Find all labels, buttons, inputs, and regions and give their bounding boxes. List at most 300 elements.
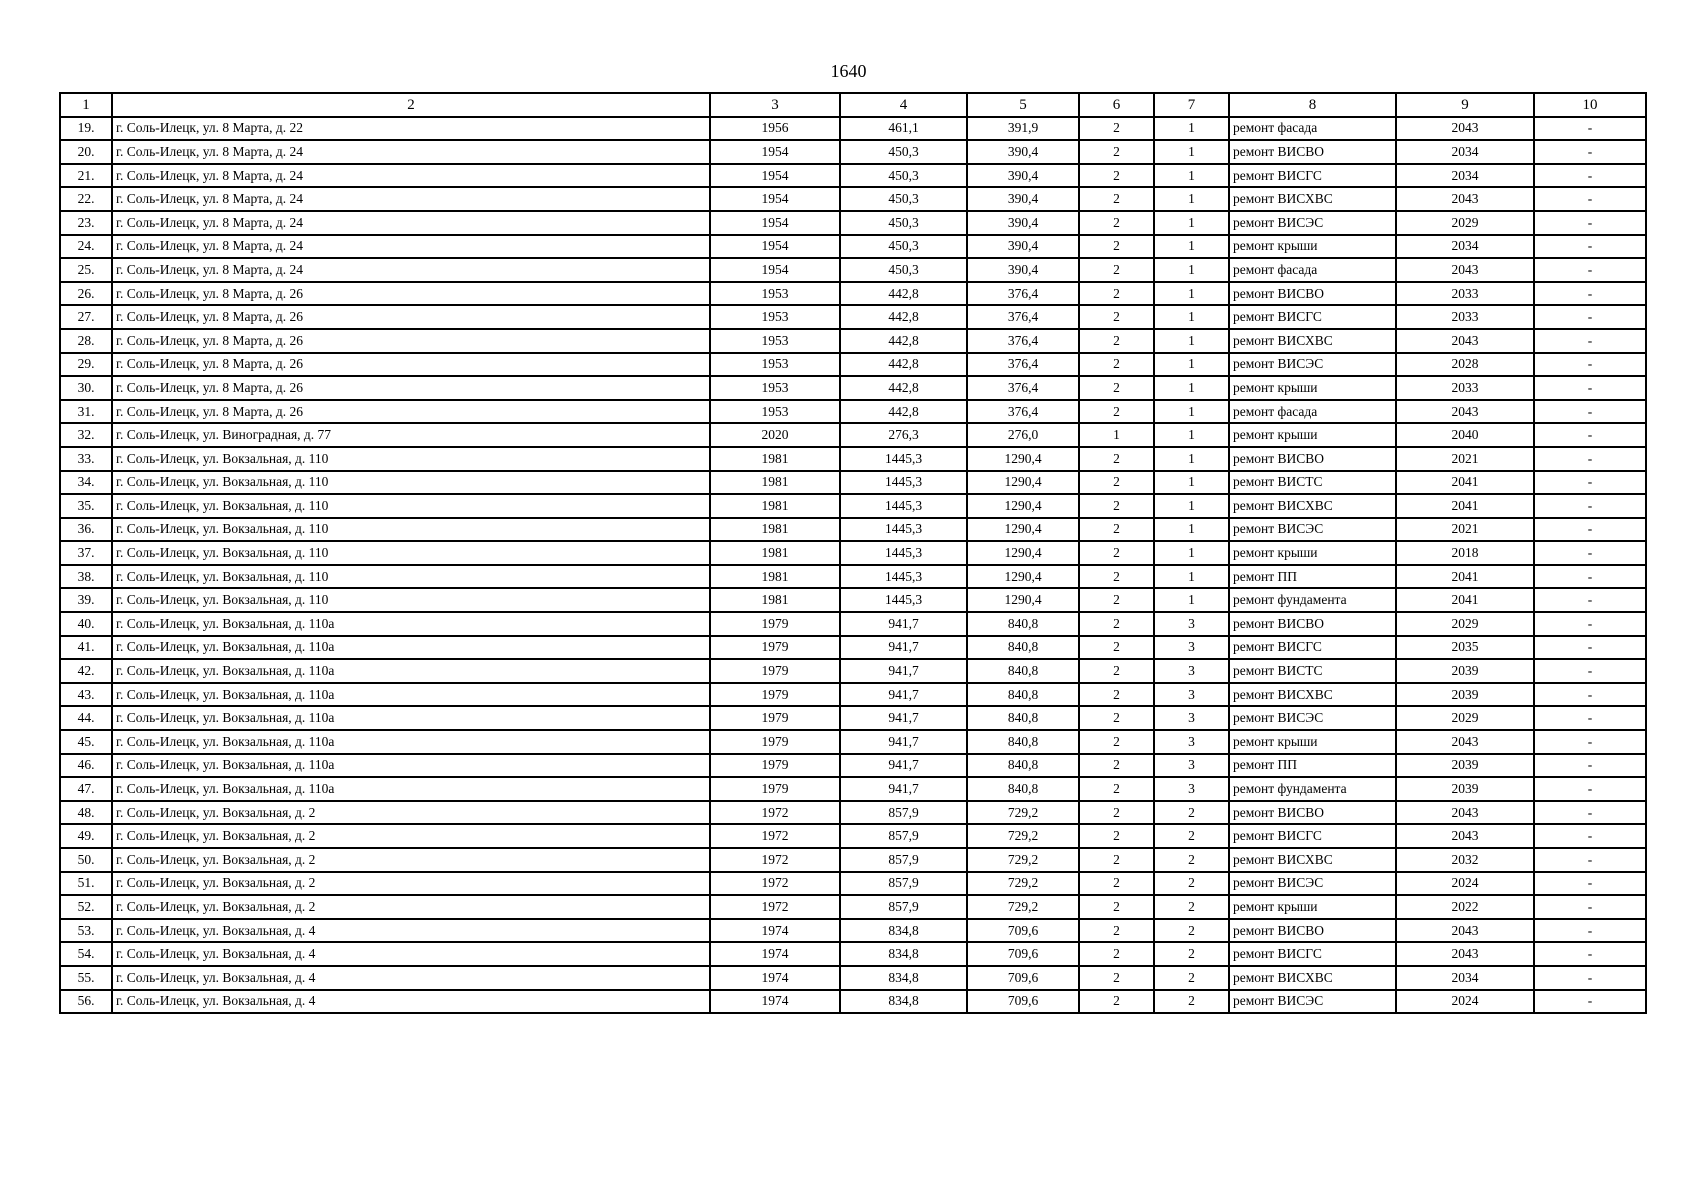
cell-work-type: ремонт ВИСЭС [1229, 353, 1396, 377]
cell-plan-year: 2039 [1396, 683, 1534, 707]
cell-living-area: 1290,4 [967, 494, 1079, 518]
cell-floors: 2 [1079, 376, 1154, 400]
cell-row-number: 54. [60, 942, 112, 966]
cell-entrances: 1 [1154, 117, 1229, 141]
cell-build-year: 1953 [710, 305, 840, 329]
cell-plan-year: 2033 [1396, 376, 1534, 400]
cell-plan-year: 2034 [1396, 164, 1534, 188]
table-row [60, 494, 1646, 518]
cell-build-year: 1972 [710, 872, 840, 896]
cell-row-number: 36. [60, 518, 112, 542]
cell-note: - [1534, 187, 1646, 211]
cell-row-number: 35. [60, 494, 112, 518]
cell-total-area: 442,8 [840, 400, 967, 424]
cell-work-type: ремонт ВИСГС [1229, 636, 1396, 660]
cell-living-area: 729,2 [967, 872, 1079, 896]
cell-build-year: 1981 [710, 494, 840, 518]
cell-entrances: 3 [1154, 683, 1229, 707]
cell-work-type: ремонт ВИСЭС [1229, 990, 1396, 1014]
cell-plan-year: 2032 [1396, 848, 1534, 872]
cell-entrances: 1 [1154, 329, 1229, 353]
cell-plan-year: 2033 [1396, 305, 1534, 329]
cell-total-area: 941,7 [840, 777, 967, 801]
cell-note: - [1534, 848, 1646, 872]
cell-entrances: 3 [1154, 659, 1229, 683]
cell-note: - [1534, 447, 1646, 471]
cell-address: г. Соль-Илецк, ул. 8 Марта, д. 26 [112, 400, 710, 424]
cell-living-area: 1290,4 [967, 588, 1079, 612]
table-row [60, 164, 1646, 188]
cell-row-number: 31. [60, 400, 112, 424]
cell-note: - [1534, 636, 1646, 660]
cell-address: г. Соль-Илецк, ул. 8 Марта, д. 24 [112, 211, 710, 235]
cell-floors: 2 [1079, 211, 1154, 235]
cell-living-area: 709,6 [967, 919, 1079, 943]
cell-living-area: 390,4 [967, 164, 1079, 188]
cell-plan-year: 2043 [1396, 329, 1534, 353]
cell-plan-year: 2039 [1396, 777, 1534, 801]
cell-address: г. Соль-Илецк, ул. 8 Марта, д. 26 [112, 282, 710, 306]
cell-address: г. Соль-Илецк, ул. 8 Марта, д. 24 [112, 140, 710, 164]
cell-entrances: 1 [1154, 471, 1229, 495]
cell-work-type: ремонт крыши [1229, 423, 1396, 447]
cell-note: - [1534, 919, 1646, 943]
cell-build-year: 1954 [710, 140, 840, 164]
cell-total-area: 1445,3 [840, 447, 967, 471]
cell-entrances: 1 [1154, 376, 1229, 400]
cell-total-area: 941,7 [840, 683, 967, 707]
cell-row-number: 45. [60, 730, 112, 754]
cell-row-number: 32. [60, 423, 112, 447]
cell-total-area: 450,3 [840, 258, 967, 282]
cell-living-area: 276,0 [967, 423, 1079, 447]
cell-plan-year: 2021 [1396, 447, 1534, 471]
cell-note: - [1534, 730, 1646, 754]
table-row [60, 754, 1646, 778]
cell-living-area: 840,8 [967, 777, 1079, 801]
cell-plan-year: 2039 [1396, 754, 1534, 778]
cell-address: г. Соль-Илецк, ул. Вокзальная, д. 110 [112, 471, 710, 495]
cell-work-type: ремонт ВИСТС [1229, 471, 1396, 495]
cell-plan-year: 2029 [1396, 612, 1534, 636]
table-row [60, 376, 1646, 400]
column-header-1: 1 [60, 93, 112, 117]
cell-work-type: ремонт ВИСВО [1229, 447, 1396, 471]
cell-living-area: 840,8 [967, 636, 1079, 660]
cell-note: - [1534, 471, 1646, 495]
cell-build-year: 1953 [710, 282, 840, 306]
cell-living-area: 709,6 [967, 942, 1079, 966]
cell-build-year: 1981 [710, 588, 840, 612]
cell-row-number: 27. [60, 305, 112, 329]
cell-note: - [1534, 353, 1646, 377]
cell-address: г. Соль-Илецк, ул. Вокзальная, д. 110а [112, 636, 710, 660]
cell-note: - [1534, 801, 1646, 825]
table-row [60, 895, 1646, 919]
cell-build-year: 1956 [710, 117, 840, 141]
cell-build-year: 1979 [710, 706, 840, 730]
table-row [60, 565, 1646, 589]
cell-living-area: 840,8 [967, 612, 1079, 636]
cell-floors: 2 [1079, 305, 1154, 329]
cell-living-area: 1290,4 [967, 565, 1079, 589]
cell-note: - [1534, 258, 1646, 282]
cell-row-number: 48. [60, 801, 112, 825]
cell-floors: 2 [1079, 919, 1154, 943]
cell-note: - [1534, 423, 1646, 447]
cell-address: г. Соль-Илецк, ул. Вокзальная, д. 110а [112, 706, 710, 730]
cell-floors: 2 [1079, 400, 1154, 424]
cell-work-type: ремонт ВИСВО [1229, 140, 1396, 164]
cell-plan-year: 2043 [1396, 400, 1534, 424]
cell-living-area: 840,8 [967, 659, 1079, 683]
column-header-10: 10 [1534, 93, 1646, 117]
cell-note: - [1534, 966, 1646, 990]
cell-note: - [1534, 706, 1646, 730]
cell-living-area: 1290,4 [967, 541, 1079, 565]
cell-build-year: 1972 [710, 824, 840, 848]
cell-note: - [1534, 777, 1646, 801]
cell-total-area: 450,3 [840, 187, 967, 211]
cell-living-area: 1290,4 [967, 518, 1079, 542]
cell-address: г. Соль-Илецк, ул. 8 Марта, д. 22 [112, 117, 710, 141]
cell-total-area: 941,7 [840, 706, 967, 730]
cell-total-area: 1445,3 [840, 565, 967, 589]
cell-row-number: 20. [60, 140, 112, 164]
cell-address: г. Соль-Илецк, ул. Вокзальная, д. 2 [112, 848, 710, 872]
cell-plan-year: 2029 [1396, 706, 1534, 730]
cell-build-year: 1979 [710, 683, 840, 707]
cell-entrances: 2 [1154, 966, 1229, 990]
table-row [60, 730, 1646, 754]
cell-row-number: 53. [60, 919, 112, 943]
cell-row-number: 28. [60, 329, 112, 353]
cell-work-type: ремонт крыши [1229, 895, 1396, 919]
cell-total-area: 857,9 [840, 824, 967, 848]
cell-floors: 2 [1079, 966, 1154, 990]
cell-plan-year: 2024 [1396, 872, 1534, 896]
cell-living-area: 376,4 [967, 376, 1079, 400]
cell-living-area: 390,4 [967, 140, 1079, 164]
cell-row-number: 51. [60, 872, 112, 896]
cell-entrances: 2 [1154, 872, 1229, 896]
cell-address: г. Соль-Илецк, ул. Вокзальная, д. 110 [112, 494, 710, 518]
cell-note: - [1534, 400, 1646, 424]
table-row [60, 872, 1646, 896]
cell-address: г. Соль-Илецк, ул. Вокзальная, д. 110а [112, 683, 710, 707]
cell-build-year: 1981 [710, 447, 840, 471]
cell-row-number: 43. [60, 683, 112, 707]
cell-living-area: 376,4 [967, 400, 1079, 424]
table-row [60, 683, 1646, 707]
cell-work-type: ремонт ВИСХВС [1229, 494, 1396, 518]
cell-row-number: 44. [60, 706, 112, 730]
cell-note: - [1534, 282, 1646, 306]
cell-work-type: ремонт ВИСХВС [1229, 683, 1396, 707]
cell-entrances: 3 [1154, 612, 1229, 636]
cell-address: г. Соль-Илецк, ул. Вокзальная, д. 4 [112, 966, 710, 990]
cell-note: - [1534, 376, 1646, 400]
cell-address: г. Соль-Илецк, ул. 8 Марта, д. 26 [112, 353, 710, 377]
cell-entrances: 1 [1154, 140, 1229, 164]
cell-plan-year: 2041 [1396, 565, 1534, 589]
cell-entrances: 1 [1154, 565, 1229, 589]
cell-floors: 2 [1079, 187, 1154, 211]
cell-note: - [1534, 164, 1646, 188]
cell-address: г. Соль-Илецк, ул. 8 Марта, д. 26 [112, 376, 710, 400]
cell-living-area: 729,2 [967, 824, 1079, 848]
cell-row-number: 33. [60, 447, 112, 471]
table-row [60, 235, 1646, 259]
cell-build-year: 1954 [710, 211, 840, 235]
cell-plan-year: 2022 [1396, 895, 1534, 919]
cell-plan-year: 2018 [1396, 541, 1534, 565]
cell-living-area: 840,8 [967, 683, 1079, 707]
cell-address: г. Соль-Илецк, ул. Вокзальная, д. 110а [112, 754, 710, 778]
cell-entrances: 1 [1154, 258, 1229, 282]
table-row [60, 919, 1646, 943]
cell-floors: 2 [1079, 588, 1154, 612]
cell-floors: 2 [1079, 801, 1154, 825]
cell-address: г. Соль-Илецк, ул. Вокзальная, д. 4 [112, 919, 710, 943]
cell-row-number: 49. [60, 824, 112, 848]
cell-floors: 2 [1079, 872, 1154, 896]
cell-build-year: 1979 [710, 777, 840, 801]
cell-living-area: 376,4 [967, 353, 1079, 377]
cell-entrances: 1 [1154, 211, 1229, 235]
table-row [60, 329, 1646, 353]
cell-total-area: 442,8 [840, 305, 967, 329]
cell-floors: 2 [1079, 612, 1154, 636]
cell-floors: 2 [1079, 329, 1154, 353]
table-row [60, 990, 1646, 1014]
cell-entrances: 2 [1154, 919, 1229, 943]
cell-total-area: 941,7 [840, 612, 967, 636]
table-row [60, 706, 1646, 730]
cell-row-number: 29. [60, 353, 112, 377]
cell-entrances: 1 [1154, 187, 1229, 211]
cell-work-type: ремонт ВИСХВС [1229, 329, 1396, 353]
cell-plan-year: 2024 [1396, 990, 1534, 1014]
cell-row-number: 46. [60, 754, 112, 778]
cell-floors: 2 [1079, 683, 1154, 707]
cell-row-number: 52. [60, 895, 112, 919]
cell-entrances: 2 [1154, 824, 1229, 848]
cell-total-area: 834,8 [840, 990, 967, 1014]
cell-row-number: 37. [60, 541, 112, 565]
cell-total-area: 1445,3 [840, 494, 967, 518]
cell-floors: 2 [1079, 258, 1154, 282]
cell-build-year: 1981 [710, 471, 840, 495]
cell-living-area: 376,4 [967, 305, 1079, 329]
cell-total-area: 276,3 [840, 423, 967, 447]
cell-floors: 2 [1079, 164, 1154, 188]
cell-note: - [1534, 659, 1646, 683]
cell-total-area: 450,3 [840, 211, 967, 235]
cell-row-number: 21. [60, 164, 112, 188]
cell-address: г. Соль-Илецк, ул. Вокзальная, д. 110 [112, 518, 710, 542]
table-row [60, 305, 1646, 329]
cell-floors: 2 [1079, 777, 1154, 801]
cell-work-type: ремонт ВИСГС [1229, 164, 1396, 188]
cell-plan-year: 2043 [1396, 258, 1534, 282]
cell-floors: 2 [1079, 848, 1154, 872]
cell-living-area: 390,4 [967, 211, 1079, 235]
cell-living-area: 390,4 [967, 187, 1079, 211]
cell-living-area: 376,4 [967, 329, 1079, 353]
cell-address: г. Соль-Илецк, ул. Виноградная, д. 77 [112, 423, 710, 447]
cell-floors: 1 [1079, 423, 1154, 447]
cell-build-year: 1979 [710, 636, 840, 660]
cell-address: г. Соль-Илецк, ул. Вокзальная, д. 110а [112, 659, 710, 683]
cell-note: - [1534, 895, 1646, 919]
cell-work-type: ремонт ВИСЭС [1229, 211, 1396, 235]
table-row [60, 848, 1646, 872]
cell-floors: 2 [1079, 140, 1154, 164]
cell-work-type: ремонт фундамента [1229, 588, 1396, 612]
cell-row-number: 50. [60, 848, 112, 872]
cell-address: г. Соль-Илецк, ул. 8 Марта, д. 24 [112, 258, 710, 282]
table-row [60, 117, 1646, 141]
cell-build-year: 1981 [710, 565, 840, 589]
cell-living-area: 709,6 [967, 966, 1079, 990]
cell-total-area: 450,3 [840, 235, 967, 259]
cell-entrances: 1 [1154, 235, 1229, 259]
column-header-6: 6 [1079, 93, 1154, 117]
cell-note: - [1534, 494, 1646, 518]
page-number: 1640 [830, 61, 867, 81]
cell-total-area: 857,9 [840, 801, 967, 825]
table-row [60, 400, 1646, 424]
table-row [60, 801, 1646, 825]
cell-floors: 2 [1079, 990, 1154, 1014]
cell-note: - [1534, 565, 1646, 589]
cell-address: г. Соль-Илецк, ул. Вокзальная, д. 110а [112, 730, 710, 754]
cell-row-number: 55. [60, 966, 112, 990]
cell-note: - [1534, 754, 1646, 778]
cell-total-area: 941,7 [840, 730, 967, 754]
column-header-5: 5 [967, 93, 1079, 117]
cell-build-year: 1972 [710, 895, 840, 919]
cell-row-number: 26. [60, 282, 112, 306]
cell-total-area: 442,8 [840, 353, 967, 377]
cell-entrances: 2 [1154, 942, 1229, 966]
cell-work-type: ремонт ВИСВО [1229, 801, 1396, 825]
cell-address: г. Соль-Илецк, ул. Вокзальная, д. 2 [112, 824, 710, 848]
cell-living-area: 840,8 [967, 730, 1079, 754]
cell-build-year: 1979 [710, 659, 840, 683]
cell-build-year: 1974 [710, 942, 840, 966]
column-header-4: 4 [840, 93, 967, 117]
cell-build-year: 1979 [710, 612, 840, 636]
cell-floors: 2 [1079, 353, 1154, 377]
cell-note: - [1534, 872, 1646, 896]
cell-floors: 2 [1079, 730, 1154, 754]
table-row [60, 282, 1646, 306]
cell-entrances: 1 [1154, 541, 1229, 565]
table-row [60, 942, 1646, 966]
cell-plan-year: 2043 [1396, 942, 1534, 966]
cell-work-type: ремонт ВИСЭС [1229, 872, 1396, 896]
cell-work-type: ремонт ВИСВО [1229, 282, 1396, 306]
cell-total-area: 834,8 [840, 942, 967, 966]
cell-entrances: 1 [1154, 353, 1229, 377]
cell-floors: 2 [1079, 824, 1154, 848]
cell-work-type: ремонт крыши [1229, 541, 1396, 565]
cell-entrances: 1 [1154, 588, 1229, 612]
cell-plan-year: 2043 [1396, 117, 1534, 141]
cell-build-year: 1972 [710, 801, 840, 825]
cell-row-number: 40. [60, 612, 112, 636]
cell-build-year: 1979 [710, 730, 840, 754]
cell-floors: 2 [1079, 659, 1154, 683]
table-body [60, 117, 1646, 1014]
column-header-3: 3 [710, 93, 840, 117]
cell-build-year: 1981 [710, 518, 840, 542]
cell-address: г. Соль-Илецк, ул. Вокзальная, д. 2 [112, 801, 710, 825]
cell-build-year: 1954 [710, 235, 840, 259]
cell-address: г. Соль-Илецк, ул. Вокзальная, д. 110 [112, 541, 710, 565]
cell-entrances: 3 [1154, 754, 1229, 778]
cell-floors: 2 [1079, 565, 1154, 589]
table-row [60, 211, 1646, 235]
cell-note: - [1534, 990, 1646, 1014]
cell-address: г. Соль-Илецк, ул. Вокзальная, д. 4 [112, 942, 710, 966]
cell-total-area: 442,8 [840, 329, 967, 353]
cell-row-number: 23. [60, 211, 112, 235]
cell-entrances: 1 [1154, 282, 1229, 306]
header-row [60, 93, 1646, 117]
cell-floors: 2 [1079, 754, 1154, 778]
cell-note: - [1534, 588, 1646, 612]
cell-floors: 2 [1079, 706, 1154, 730]
cell-entrances: 3 [1154, 706, 1229, 730]
cell-entrances: 2 [1154, 801, 1229, 825]
cell-build-year: 1974 [710, 919, 840, 943]
cell-note: - [1534, 117, 1646, 141]
cell-living-area: 729,2 [967, 895, 1079, 919]
cell-plan-year: 2035 [1396, 636, 1534, 660]
cell-row-number: 25. [60, 258, 112, 282]
cell-work-type: ремонт ВИСЭС [1229, 706, 1396, 730]
cell-plan-year: 2034 [1396, 966, 1534, 990]
cell-living-area: 1290,4 [967, 471, 1079, 495]
cell-plan-year: 2021 [1396, 518, 1534, 542]
table-row [60, 966, 1646, 990]
cell-work-type: ремонт ВИСХВС [1229, 187, 1396, 211]
cell-floors: 2 [1079, 895, 1154, 919]
cell-row-number: 22. [60, 187, 112, 211]
cell-note: - [1534, 612, 1646, 636]
cell-floors: 2 [1079, 235, 1154, 259]
cell-row-number: 24. [60, 235, 112, 259]
cell-work-type: ремонт крыши [1229, 376, 1396, 400]
cell-plan-year: 2041 [1396, 494, 1534, 518]
cell-total-area: 1445,3 [840, 471, 967, 495]
cell-address: г. Соль-Илецк, ул. 8 Марта, д. 24 [112, 235, 710, 259]
table-row [60, 636, 1646, 660]
table-row [60, 612, 1646, 636]
cell-entrances: 1 [1154, 164, 1229, 188]
cell-entrances: 2 [1154, 990, 1229, 1014]
cell-plan-year: 2029 [1396, 211, 1534, 235]
cell-total-area: 941,7 [840, 754, 967, 778]
cell-build-year: 1953 [710, 329, 840, 353]
cell-build-year: 1974 [710, 990, 840, 1014]
cell-floors: 2 [1079, 518, 1154, 542]
cell-note: - [1534, 824, 1646, 848]
cell-address: г. Соль-Илецк, ул. Вокзальная, д. 4 [112, 990, 710, 1014]
